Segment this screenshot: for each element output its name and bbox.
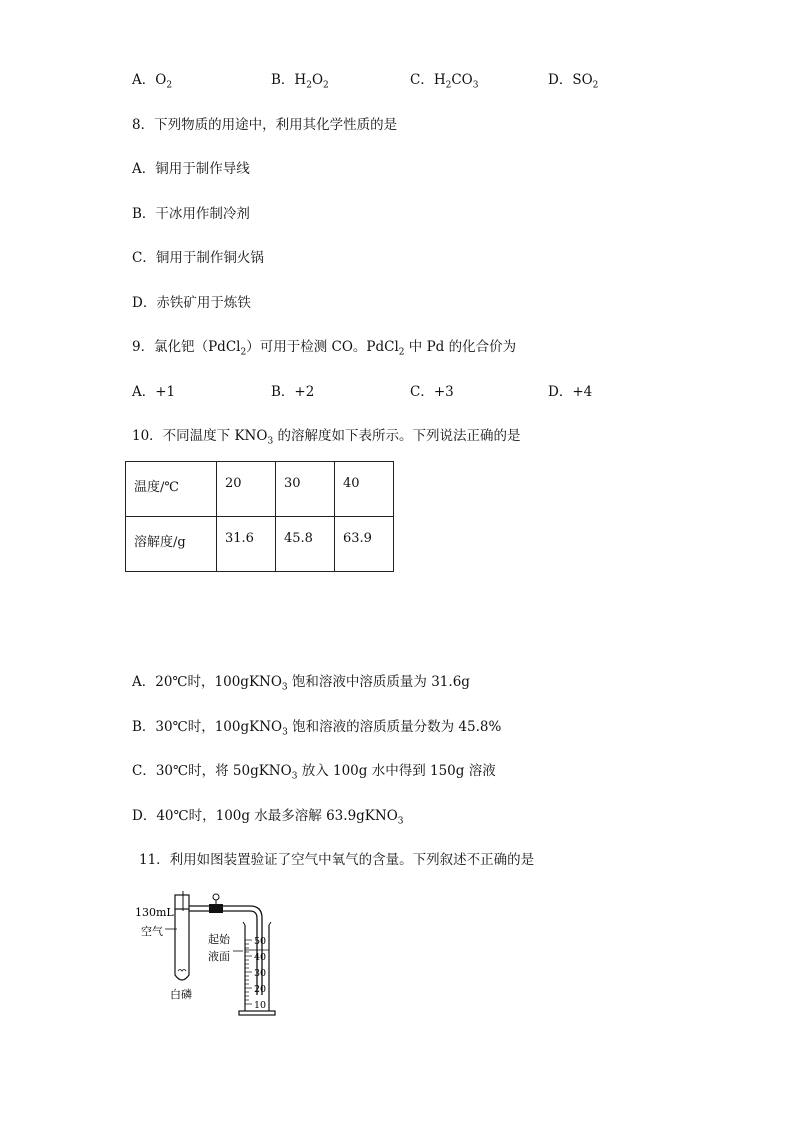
q11-stem: 11．利用如图装置验证了空气中氧气的含量。下列叙述不正确的是 <box>139 852 535 868</box>
test-tube <box>175 909 189 980</box>
scale-label: 40 <box>254 952 267 963</box>
q9-stem: 9．氯化钯（PdCl$_2$）可用于检测 CO。PdCl$_2$ 中 Pd 的化合价为 <box>132 339 517 358</box>
table-cell: 30 <box>276 462 335 517</box>
table-row <box>126 517 394 572</box>
q9-option-b: B．+2 <box>271 384 315 400</box>
table-cell: 溶解度/g <box>126 517 217 572</box>
q9-option-c: C．+3 <box>410 384 454 400</box>
q8-option-d: D．赤铁矿用于炼铁 <box>132 295 251 311</box>
scale-label: 50 <box>254 936 267 947</box>
q9-option-a: A．+1 <box>132 384 176 400</box>
q10-option-c: C．30℃时，将 50gKNO$_3$ 放入 100g 水中得到 150g 溶液 <box>132 763 496 782</box>
q8-option-c: C．铜用于制作铜火锅 <box>132 250 264 266</box>
q10-option-b: B．30℃时，100gKNO$_3$ 饱和溶液的溶质质量分数为 45.8% <box>132 719 502 738</box>
clamp-screw <box>213 894 219 900</box>
scale-label: 10 <box>254 1000 267 1011</box>
table-cell: 31.6 <box>217 517 276 572</box>
oxygen-apparatus-figure <box>125 885 295 1025</box>
clamp <box>209 904 223 913</box>
table-cell: 40 <box>335 462 394 517</box>
q7-option-c: C．$H_2CO_3$ <box>410 72 479 91</box>
q10-option-a: A．20℃时，100gKNO$_3$ 饱和溶液中溶质质量为 31.6g <box>132 674 470 693</box>
air-label: 空气 <box>141 925 163 938</box>
phosphorus-label: 白磷 <box>170 988 192 1001</box>
q7-option-a: A．$O_2$ <box>132 72 173 91</box>
q10-option-d: D．40℃时，100g 水最多溶解 63.9gKNO$_3$ <box>132 808 404 827</box>
table-cell: 45.8 <box>276 517 335 572</box>
q7-option-d: D．$SO_2$ <box>548 72 599 91</box>
scale-label: 20 <box>254 984 267 995</box>
air-volume-label: 130mL <box>135 906 174 919</box>
q9-option-d: D．+4 <box>548 384 593 400</box>
q8-stem: 8．下列物质的用途中，利用其化学性质的是 <box>132 117 398 133</box>
cylinder-ticks <box>245 940 252 1004</box>
table-cell: 63.9 <box>335 517 394 572</box>
table-row <box>126 462 394 517</box>
q7-option-b: B．$H_2O_2$ <box>271 72 329 91</box>
stopper <box>175 895 189 909</box>
start-label-1: 起始 <box>208 933 230 946</box>
white-phosphorus <box>178 970 186 972</box>
start-label-2: 液面 <box>208 950 230 963</box>
scale-label: 30 <box>254 968 267 979</box>
solubility-table <box>125 461 394 572</box>
table-cell: 温度/℃ <box>126 462 217 517</box>
q10-stem: 10．不同温度下 $KNO_3$ 的溶解度如下表所示。下列说法正确的是 <box>132 428 521 447</box>
table-cell: 20 <box>217 462 276 517</box>
cylinder-base <box>239 1011 275 1015</box>
q8-option-a: A．铜用于制作导线 <box>132 161 250 177</box>
q8-option-b: B．干冰用作制冷剂 <box>132 206 250 222</box>
